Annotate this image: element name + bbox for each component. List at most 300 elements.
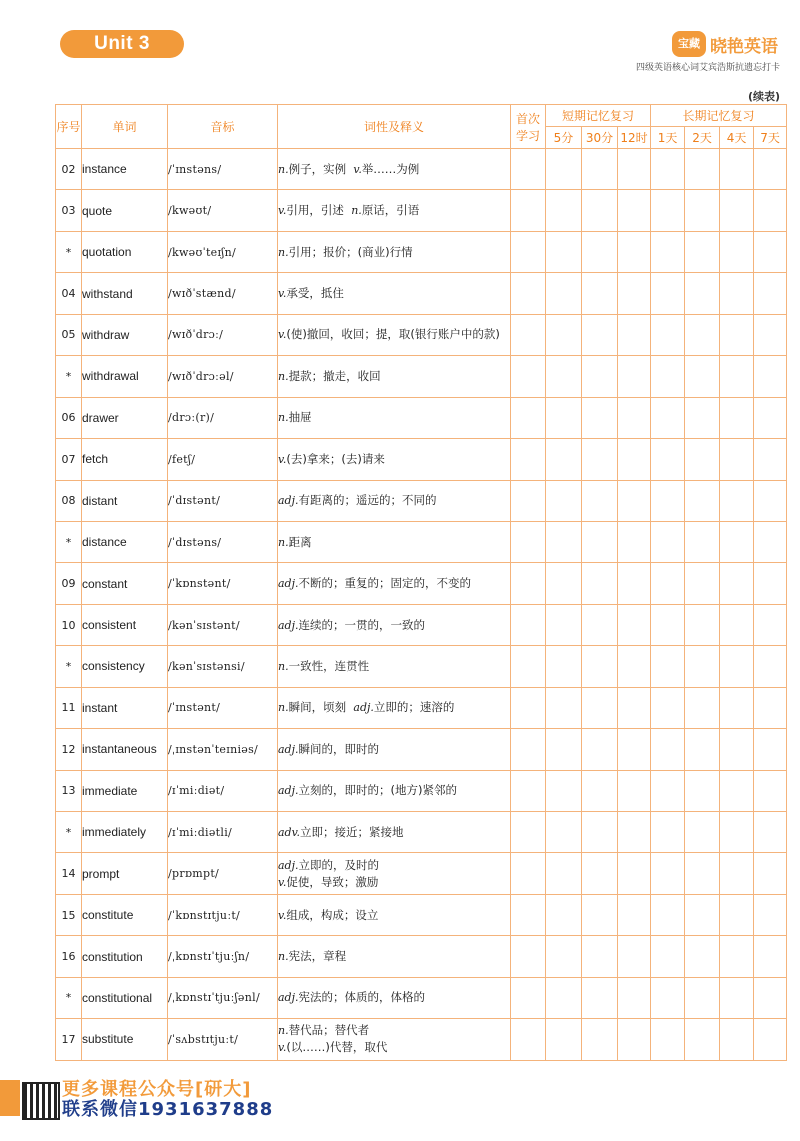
- row-phonetic: /kwəʊt/: [168, 190, 278, 231]
- checkin-box[interactable]: [546, 812, 582, 853]
- checkin-box[interactable]: [651, 1019, 685, 1060]
- checkin-box[interactable]: [582, 853, 618, 894]
- row-index: *: [56, 812, 82, 853]
- checkin-box[interactable]: [754, 563, 787, 604]
- checkin-box[interactable]: [618, 687, 651, 728]
- row-definition: [278, 646, 511, 687]
- checkin-box[interactable]: [511, 894, 546, 935]
- checkin-box[interactable]: [685, 273, 720, 314]
- checkin-box[interactable]: [754, 936, 787, 977]
- checkin-box[interactable]: [511, 273, 546, 314]
- row-word: prompt: [82, 853, 168, 894]
- checkin-box[interactable]: [546, 729, 582, 770]
- checkin-box[interactable]: [546, 149, 582, 190]
- checkin-box[interactable]: [685, 812, 720, 853]
- part-of-speech: adj.: [278, 577, 299, 591]
- part-of-speech: v.: [353, 162, 362, 176]
- checkin-box[interactable]: [618, 190, 651, 231]
- checkin-box[interactable]: [720, 977, 754, 1018]
- meaning-text: 引用，引述: [286, 203, 344, 218]
- checkin-box[interactable]: [582, 812, 618, 853]
- checkin-box[interactable]: [754, 521, 787, 562]
- row-definition: [278, 687, 511, 728]
- checkin-box[interactable]: [720, 853, 754, 894]
- checkin-box[interactable]: [651, 273, 685, 314]
- row-phonetic: /ˌɪnstənˈteɪniəs/: [168, 729, 278, 770]
- checkin-box[interactable]: [511, 1019, 546, 1060]
- checkin-box[interactable]: [720, 439, 754, 480]
- checkin-box[interactable]: [582, 770, 618, 811]
- checkin-box[interactable]: [720, 149, 754, 190]
- checkin-box[interactable]: [720, 231, 754, 272]
- row-phonetic: /drɔː(r)/: [168, 397, 278, 438]
- checkin-box[interactable]: [720, 480, 754, 521]
- row-phonetic: /ˈɪnstəns/: [168, 149, 278, 190]
- checkin-box[interactable]: [720, 646, 754, 687]
- checkin-box[interactable]: [720, 314, 754, 355]
- meaning-text: 立即的，及时的: [298, 857, 380, 872]
- checkin-box[interactable]: [546, 770, 582, 811]
- checkin-box[interactable]: [685, 480, 720, 521]
- checkin-box[interactable]: [618, 149, 651, 190]
- header-index: 序号: [56, 105, 82, 149]
- checkin-box[interactable]: [582, 894, 618, 935]
- checkin-box[interactable]: [546, 190, 582, 231]
- checkin-box[interactable]: [582, 646, 618, 687]
- row-phonetic: /prɒmpt/: [168, 853, 278, 894]
- checkin-box[interactable]: [685, 604, 720, 645]
- checkin-box[interactable]: [651, 439, 685, 480]
- checkin-box[interactable]: [582, 1019, 618, 1060]
- checkin-box[interactable]: [582, 936, 618, 977]
- part-of-speech: adj.: [278, 991, 299, 1005]
- checkin-box[interactable]: [546, 521, 582, 562]
- logo-mark-icon: 宝藏: [672, 31, 706, 57]
- checkin-box[interactable]: [685, 190, 720, 231]
- table-row: [56, 687, 787, 728]
- row-definition: [278, 439, 511, 480]
- checkin-box[interactable]: [618, 231, 651, 272]
- checkin-box[interactable]: [618, 894, 651, 935]
- checkin-box[interactable]: [720, 1019, 754, 1060]
- meaning-text: 立刻的，即时的；(地方)紧邻的: [298, 783, 457, 798]
- checkin-box[interactable]: [651, 149, 685, 190]
- checkin-box[interactable]: [754, 356, 787, 397]
- row-word: substitute: [82, 1019, 168, 1060]
- row-index: 06: [56, 397, 82, 438]
- checkin-box[interactable]: [582, 439, 618, 480]
- checkin-box[interactable]: [582, 149, 618, 190]
- checkin-box[interactable]: [651, 770, 685, 811]
- checkin-box[interactable]: [651, 812, 685, 853]
- row-definition: [278, 729, 511, 770]
- checkin-box[interactable]: [651, 231, 685, 272]
- row-phonetic: /ˈsʌbstɪtjuːt/: [168, 1019, 278, 1060]
- checkin-box[interactable]: [754, 149, 787, 190]
- checkin-box[interactable]: [582, 977, 618, 1018]
- header-first-study: 首次学习: [511, 105, 546, 149]
- checkin-box[interactable]: [546, 480, 582, 521]
- row-word: withdraw: [82, 314, 168, 355]
- checkin-box[interactable]: [754, 894, 787, 935]
- checkin-box[interactable]: [685, 356, 720, 397]
- checkin-box[interactable]: [582, 604, 618, 645]
- checkin-box[interactable]: [546, 977, 582, 1018]
- checkin-box[interactable]: [511, 356, 546, 397]
- row-index: 12: [56, 729, 82, 770]
- table-row: [56, 480, 787, 521]
- meaning-text: 连续的；一贯的，一致的: [298, 617, 426, 632]
- checkin-box[interactable]: [685, 149, 720, 190]
- checkin-box[interactable]: [582, 273, 618, 314]
- checkin-box[interactable]: [582, 480, 618, 521]
- checkin-box[interactable]: [618, 604, 651, 645]
- checkin-box[interactable]: [685, 936, 720, 977]
- checkin-box[interactable]: [720, 729, 754, 770]
- checkin-box[interactable]: [618, 273, 651, 314]
- meaning-text: 距离: [288, 534, 312, 549]
- checkin-box[interactable]: [651, 397, 685, 438]
- checkin-box[interactable]: [754, 853, 787, 894]
- checkin-box[interactable]: [511, 480, 546, 521]
- checkin-box[interactable]: [754, 977, 787, 1018]
- row-phonetic: /ɪˈmiːdiətli/: [168, 812, 278, 853]
- book-subtitle: 四级英语核心词艾宾浩斯抗遗忘打卡: [635, 63, 780, 73]
- checkin-box[interactable]: [618, 480, 651, 521]
- checkin-box[interactable]: [685, 770, 720, 811]
- row-word: quotation: [82, 231, 168, 272]
- brand-logo: [672, 28, 778, 60]
- checkin-box[interactable]: [685, 853, 720, 894]
- checkin-box[interactable]: [511, 314, 546, 355]
- row-index: *: [56, 646, 82, 687]
- checkin-box[interactable]: [685, 977, 720, 1018]
- checkin-box[interactable]: [618, 853, 651, 894]
- checkin-box[interactable]: [651, 563, 685, 604]
- table-row: [56, 853, 787, 894]
- checkin-box[interactable]: [546, 1019, 582, 1060]
- part-of-speech: adj.: [278, 858, 299, 872]
- checkin-box[interactable]: [720, 894, 754, 935]
- header-long-review: 长期记忆复习: [651, 105, 787, 127]
- row-word: instance: [82, 149, 168, 190]
- checkin-box[interactable]: [720, 604, 754, 645]
- header-long-col: 4天: [720, 127, 754, 149]
- part-of-speech: v.: [278, 1041, 287, 1055]
- logo-text: 晓艳英语: [710, 36, 778, 57]
- row-phonetic: /ˈɪnstənt/: [168, 687, 278, 728]
- checkin-box[interactable]: [754, 480, 787, 521]
- meaning-text: 组成，构成；设立: [286, 907, 379, 922]
- part-of-speech: adj.: [278, 742, 299, 756]
- checkin-box[interactable]: [685, 397, 720, 438]
- checkin-box[interactable]: [546, 356, 582, 397]
- header-definition: 词性及释义: [278, 105, 511, 149]
- checkin-box[interactable]: [546, 273, 582, 314]
- checkin-box[interactable]: [582, 521, 618, 562]
- checkin-box[interactable]: [511, 190, 546, 231]
- header-phonetic: 音标: [168, 105, 278, 149]
- part-of-speech: n.: [278, 950, 289, 964]
- checkin-box[interactable]: [618, 439, 651, 480]
- checkin-box[interactable]: [651, 977, 685, 1018]
- table-row: [56, 936, 787, 977]
- checkin-box[interactable]: [651, 646, 685, 687]
- meaning-text: 宪法，章程: [288, 949, 347, 964]
- row-definition: [278, 314, 511, 355]
- row-index: 05: [56, 314, 82, 355]
- checkin-box[interactable]: [754, 729, 787, 770]
- table-row: [56, 439, 787, 480]
- meaning-text: 抽屉: [288, 410, 312, 425]
- table-row: [56, 397, 787, 438]
- table-row: [56, 894, 787, 935]
- checkin-box[interactable]: [754, 231, 787, 272]
- checkin-box[interactable]: [511, 439, 546, 480]
- checkin-box[interactable]: [685, 231, 720, 272]
- part-of-speech: adj.: [353, 701, 374, 715]
- footer-accent-bar: [0, 1080, 20, 1116]
- checkin-box[interactable]: [720, 812, 754, 853]
- checkin-box[interactable]: [546, 646, 582, 687]
- row-phonetic: /ˌkɒnstɪˈtjuːʃənl/: [168, 977, 278, 1018]
- checkin-box[interactable]: [511, 977, 546, 1018]
- row-word: constitution: [82, 936, 168, 977]
- checkin-box[interactable]: [546, 314, 582, 355]
- checkin-box[interactable]: [582, 314, 618, 355]
- checkin-box[interactable]: [546, 563, 582, 604]
- checkin-box[interactable]: [720, 190, 754, 231]
- header-short-col: 30分: [582, 127, 618, 149]
- meaning-text: 瞬间，顷刻: [288, 700, 347, 715]
- checkin-box[interactable]: [546, 853, 582, 894]
- part-of-speech: n.: [278, 369, 289, 383]
- row-index: *: [56, 521, 82, 562]
- checkin-box[interactable]: [582, 190, 618, 231]
- part-of-speech: v.: [278, 908, 287, 922]
- row-phonetic: /ɪˈmiːdiət/: [168, 770, 278, 811]
- meaning-text: 原话，引语: [361, 203, 420, 218]
- part-of-speech: v.: [278, 452, 287, 466]
- row-word: drawer: [82, 397, 168, 438]
- row-word: constitutional: [82, 977, 168, 1018]
- checkin-box[interactable]: [618, 397, 651, 438]
- checkin-box[interactable]: [546, 439, 582, 480]
- row-definition: [278, 894, 511, 935]
- part-of-speech: adj.: [278, 618, 299, 632]
- row-word: distant: [82, 480, 168, 521]
- checkin-box[interactable]: [511, 812, 546, 853]
- checkin-box[interactable]: [754, 770, 787, 811]
- header-short-review: 短期记忆复习: [546, 105, 651, 127]
- checkin-box[interactable]: [511, 687, 546, 728]
- checkin-box[interactable]: [651, 729, 685, 770]
- row-index: 15: [56, 894, 82, 935]
- unit-badge: Unit 3: [60, 30, 184, 58]
- row-definition: [278, 356, 511, 397]
- row-phonetic: /ˈdɪstəns/: [168, 521, 278, 562]
- meaning-text: 立即；接近；紧接地: [300, 824, 404, 839]
- checkin-box[interactable]: [618, 646, 651, 687]
- checkin-box[interactable]: [582, 687, 618, 728]
- row-word: consistent: [82, 604, 168, 645]
- checkin-box[interactable]: [511, 397, 546, 438]
- checkin-box[interactable]: [720, 687, 754, 728]
- checkin-box[interactable]: [511, 604, 546, 645]
- checkin-box[interactable]: [618, 770, 651, 811]
- row-phonetic: /fetʃ/: [168, 439, 278, 480]
- checkin-box[interactable]: [754, 687, 787, 728]
- checkin-box[interactable]: [685, 563, 720, 604]
- table-row: [56, 770, 787, 811]
- checkin-box[interactable]: [754, 190, 787, 231]
- row-word: distance: [82, 521, 168, 562]
- table-row: [56, 812, 787, 853]
- table-row: [56, 521, 787, 562]
- checkin-box[interactable]: [720, 521, 754, 562]
- checkin-box[interactable]: [651, 687, 685, 728]
- checkin-box[interactable]: [546, 687, 582, 728]
- part-of-speech: v.: [278, 204, 287, 218]
- checkin-box[interactable]: [685, 729, 720, 770]
- row-phonetic: /kənˈsɪstənt/: [168, 604, 278, 645]
- checkin-box[interactable]: [651, 853, 685, 894]
- row-index: 17: [56, 1019, 82, 1060]
- checkin-box[interactable]: [685, 687, 720, 728]
- meaning-text: 促使，导致；激励: [286, 874, 379, 889]
- continued-label: (续表): [747, 90, 780, 103]
- checkin-box[interactable]: [651, 480, 685, 521]
- checkin-box[interactable]: [618, 977, 651, 1018]
- checkin-box[interactable]: [685, 314, 720, 355]
- table-row: [56, 1019, 787, 1060]
- checkin-box[interactable]: [754, 604, 787, 645]
- checkin-box[interactable]: [582, 356, 618, 397]
- table-row: [56, 273, 787, 314]
- row-definition: [278, 190, 511, 231]
- meaning-text: 替代品；替代者: [288, 1023, 370, 1038]
- checkin-box[interactable]: [651, 894, 685, 935]
- checkin-box[interactable]: [511, 770, 546, 811]
- checkin-box[interactable]: [618, 1019, 651, 1060]
- checkin-box[interactable]: [511, 853, 546, 894]
- promo-line-2: 联系微信1931637888: [62, 1099, 274, 1120]
- checkin-box[interactable]: [720, 936, 754, 977]
- meaning-text: 例子，实例: [288, 161, 347, 176]
- row-index: 04: [56, 273, 82, 314]
- checkin-box[interactable]: [685, 894, 720, 935]
- row-index: 03: [56, 190, 82, 231]
- checkin-box[interactable]: [651, 604, 685, 645]
- checkin-box[interactable]: [754, 273, 787, 314]
- row-definition: [278, 1019, 511, 1060]
- part-of-speech: n.: [278, 701, 289, 715]
- row-definition: [278, 853, 511, 894]
- checkin-box[interactable]: [582, 231, 618, 272]
- part-of-speech: v.: [278, 875, 287, 889]
- checkin-box[interactable]: [685, 646, 720, 687]
- checkin-box[interactable]: [511, 521, 546, 562]
- row-word: instantaneous: [82, 729, 168, 770]
- row-definition: [278, 273, 511, 314]
- checkin-box[interactable]: [546, 397, 582, 438]
- checkin-box[interactable]: [511, 936, 546, 977]
- checkin-box[interactable]: [754, 397, 787, 438]
- checkin-box[interactable]: [582, 397, 618, 438]
- checkin-box[interactable]: [754, 1019, 787, 1060]
- row-phonetic: /ˈdɪstənt/: [168, 480, 278, 521]
- checkin-box[interactable]: [720, 356, 754, 397]
- row-word: quote: [82, 190, 168, 231]
- checkin-box[interactable]: [651, 356, 685, 397]
- checkin-box[interactable]: [618, 521, 651, 562]
- part-of-speech: n.: [278, 411, 289, 425]
- checkin-box[interactable]: [754, 314, 787, 355]
- checkin-box[interactable]: [720, 563, 754, 604]
- part-of-speech: n.: [278, 162, 289, 176]
- checkin-box[interactable]: [511, 646, 546, 687]
- checkin-box[interactable]: [618, 936, 651, 977]
- checkin-box[interactable]: [511, 149, 546, 190]
- checkin-box[interactable]: [546, 231, 582, 272]
- part-of-speech: adv.: [278, 825, 301, 839]
- row-word: withstand: [82, 273, 168, 314]
- checkin-box[interactable]: [720, 397, 754, 438]
- checkin-box[interactable]: [754, 646, 787, 687]
- checkin-box[interactable]: [685, 439, 720, 480]
- checkin-box[interactable]: [618, 729, 651, 770]
- checkin-box[interactable]: [720, 770, 754, 811]
- meaning-text: 举……为例: [361, 161, 420, 176]
- checkin-box[interactable]: [582, 563, 618, 604]
- checkin-box[interactable]: [618, 812, 651, 853]
- checkin-box[interactable]: [511, 231, 546, 272]
- checkin-box[interactable]: [582, 729, 618, 770]
- checkin-box[interactable]: [546, 936, 582, 977]
- row-phonetic: /wɪðˈstænd/: [168, 273, 278, 314]
- checkin-box[interactable]: [651, 190, 685, 231]
- row-definition: [278, 480, 511, 521]
- checkin-box[interactable]: [754, 439, 787, 480]
- row-index: 10: [56, 604, 82, 645]
- meaning-text: 立即的；速溶的: [373, 700, 455, 715]
- row-index: 02: [56, 149, 82, 190]
- row-phonetic: /wɪðˈdrɔːəl/: [168, 356, 278, 397]
- checkin-box[interactable]: [618, 563, 651, 604]
- checkin-box[interactable]: [651, 314, 685, 355]
- checkin-box[interactable]: [754, 812, 787, 853]
- checkin-box[interactable]: [685, 1019, 720, 1060]
- row-definition: [278, 604, 511, 645]
- checkin-box[interactable]: [651, 936, 685, 977]
- row-definition: [278, 936, 511, 977]
- checkin-box[interactable]: [511, 729, 546, 770]
- checkin-box[interactable]: [546, 894, 582, 935]
- checkin-box[interactable]: [720, 273, 754, 314]
- checkin-box[interactable]: [618, 314, 651, 355]
- row-phonetic: /ˈkɒnstənt/: [168, 563, 278, 604]
- meaning-text: (以……)代替，取代: [286, 1040, 388, 1055]
- checkin-box[interactable]: [651, 521, 685, 562]
- checkin-box[interactable]: [511, 563, 546, 604]
- checkin-box[interactable]: [618, 356, 651, 397]
- row-word: constant: [82, 563, 168, 604]
- row-word: fetch: [82, 439, 168, 480]
- row-index: 11: [56, 687, 82, 728]
- checkin-box[interactable]: [546, 604, 582, 645]
- checkin-box[interactable]: [685, 521, 720, 562]
- row-word: immediate: [82, 770, 168, 811]
